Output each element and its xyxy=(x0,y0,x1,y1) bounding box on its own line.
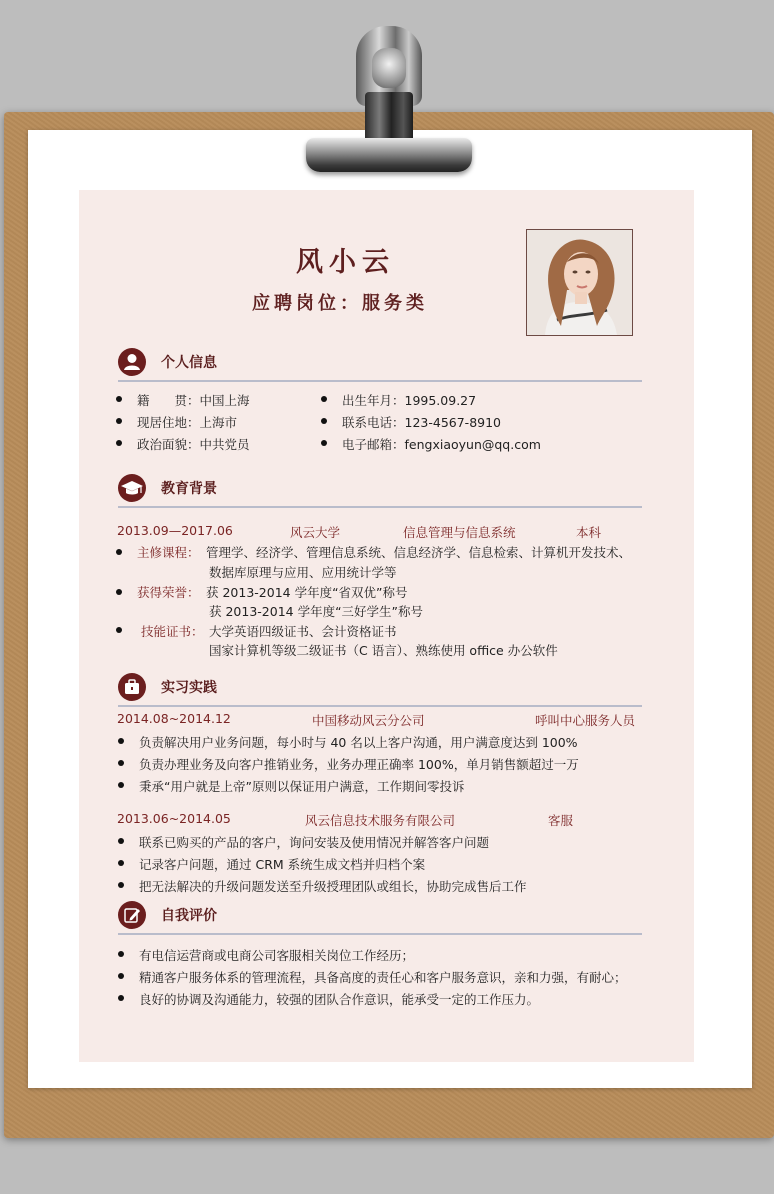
info-phone: 联系电话：123-4567-8910 xyxy=(342,415,502,430)
bullet xyxy=(321,396,327,402)
job-1-position: 呼叫中心服务人员 xyxy=(535,713,636,728)
job-2-period: 2013.06~2014.05 xyxy=(117,811,231,826)
job-2-position: 客服 xyxy=(548,813,574,828)
bullet xyxy=(118,860,124,866)
bullet xyxy=(118,882,124,888)
section-title: 实习实践 xyxy=(161,680,217,696)
divider xyxy=(118,380,642,382)
honors-line-2: 获 2013-2014 学年度“三好学生”称号 xyxy=(209,604,424,619)
profile-photo xyxy=(526,229,633,336)
certs-label: 技能证书： xyxy=(141,624,204,639)
edu-major: 信息管理与信息系统 xyxy=(403,525,516,540)
courses-label: 主修课程： xyxy=(137,545,200,560)
bullet xyxy=(321,440,327,446)
bullet xyxy=(116,549,122,555)
honors-line-1: 获 2013-2014 学年度“省双优”称号 xyxy=(206,585,408,600)
certs-line-2: 国家计算机等级二级证书（C 语言）、熟练使用 office 办公软件 xyxy=(209,643,558,658)
job-2-item-1: 联系已购买的产品的客户，询问安装及使用情况并解答客户问题 xyxy=(139,835,490,850)
courses-line-1: 管理学、经济学、管理信息系统、信息经济学、信息检索、计算机开发技术、 xyxy=(206,545,632,560)
info-birth: 出生年月：1995.09.27 xyxy=(342,393,477,408)
bullet xyxy=(118,951,124,957)
bullet xyxy=(116,589,122,595)
honors-label: 获得荣誉： xyxy=(137,585,200,600)
bullet xyxy=(116,418,122,424)
evaluation-item-1: 有电信运营商或电商公司客服相关岗位工作经历； xyxy=(139,948,415,963)
candidate-name: 风小云 xyxy=(296,247,395,278)
divider xyxy=(118,506,642,508)
edu-school: 风云大学 xyxy=(290,525,341,540)
certs-line-1: 大学英语四级证书、会计资格证书 xyxy=(209,624,397,639)
job-title: 应聘岗位：服务类 xyxy=(252,293,428,314)
divider xyxy=(118,933,642,935)
section-evaluation-header xyxy=(118,901,643,929)
section-title: 教育背景 xyxy=(161,481,217,497)
section-personal-header xyxy=(118,348,643,376)
evaluation-item-3: 良好的协调及沟通能力，较强的团队合作意识，能承受一定的工作压力。 xyxy=(139,992,540,1007)
job-1-company: 中国移动风云分公司 xyxy=(312,713,425,728)
section-internship-header xyxy=(118,673,643,701)
info-political: 政治面貌：中共党员 xyxy=(137,437,250,452)
bullet xyxy=(321,418,327,424)
bullet xyxy=(118,760,124,766)
edu-period: 2013.09—2017.06 xyxy=(117,523,233,538)
job-2-company: 风云信息技术服务有限公司 xyxy=(305,813,456,828)
courses-line-2: 数据库原理与应用、应用统计学等 xyxy=(209,565,397,580)
job-1-period: 2014.08~2014.12 xyxy=(117,711,231,726)
job-1-item-3: 秉承“用户就是上帝”原则以保证用户满意，工作期间零投诉 xyxy=(139,779,465,794)
bullet xyxy=(116,396,122,402)
job-1-item-1: 负责解决用户业务问题，每小时与 40 名以上客户沟通，用户满意度达到 100% xyxy=(139,735,578,750)
user-icon xyxy=(118,348,146,376)
bullet xyxy=(116,440,122,446)
divider xyxy=(118,705,642,707)
info-email: 电子邮箱：fengxiaoyun@qq.com xyxy=(342,437,541,452)
graduation-cap-icon xyxy=(118,474,146,502)
bullet xyxy=(118,838,124,844)
briefcase-icon xyxy=(118,673,146,701)
job-1-item-2: 负责办理业务及向客户推销业务，业务办理正确率 100%，单月销售额超过一万 xyxy=(139,757,579,772)
info-hometown: 籍 贯：中国上海 xyxy=(137,393,250,408)
binder-clip-icon xyxy=(306,138,472,172)
info-residence: 现居住地：上海市 xyxy=(137,415,238,430)
bullet xyxy=(116,627,122,633)
bullet xyxy=(118,973,124,979)
job-2-item-2: 记录客户问题，通过 CRM 系统生成文档并归档个案 xyxy=(139,857,426,872)
edu-degree: 本科 xyxy=(576,525,602,540)
section-title: 个人信息 xyxy=(161,355,217,371)
bullet xyxy=(118,782,124,788)
clip-ring-hole xyxy=(372,48,406,88)
edit-icon xyxy=(118,901,146,929)
evaluation-item-2: 精通客户服务体系的管理流程，具备高度的责任心和客户服务意识，亲和力强，有耐心； xyxy=(139,970,627,985)
bullet xyxy=(118,738,124,744)
job-2-item-3: 把无法解决的升级问题发送至升级授理团队或组长，协助完成售后工作 xyxy=(139,879,527,894)
bullet xyxy=(118,995,124,1001)
section-education-header xyxy=(118,474,643,502)
portrait-image xyxy=(527,230,632,335)
section-title: 自我评价 xyxy=(161,908,217,924)
